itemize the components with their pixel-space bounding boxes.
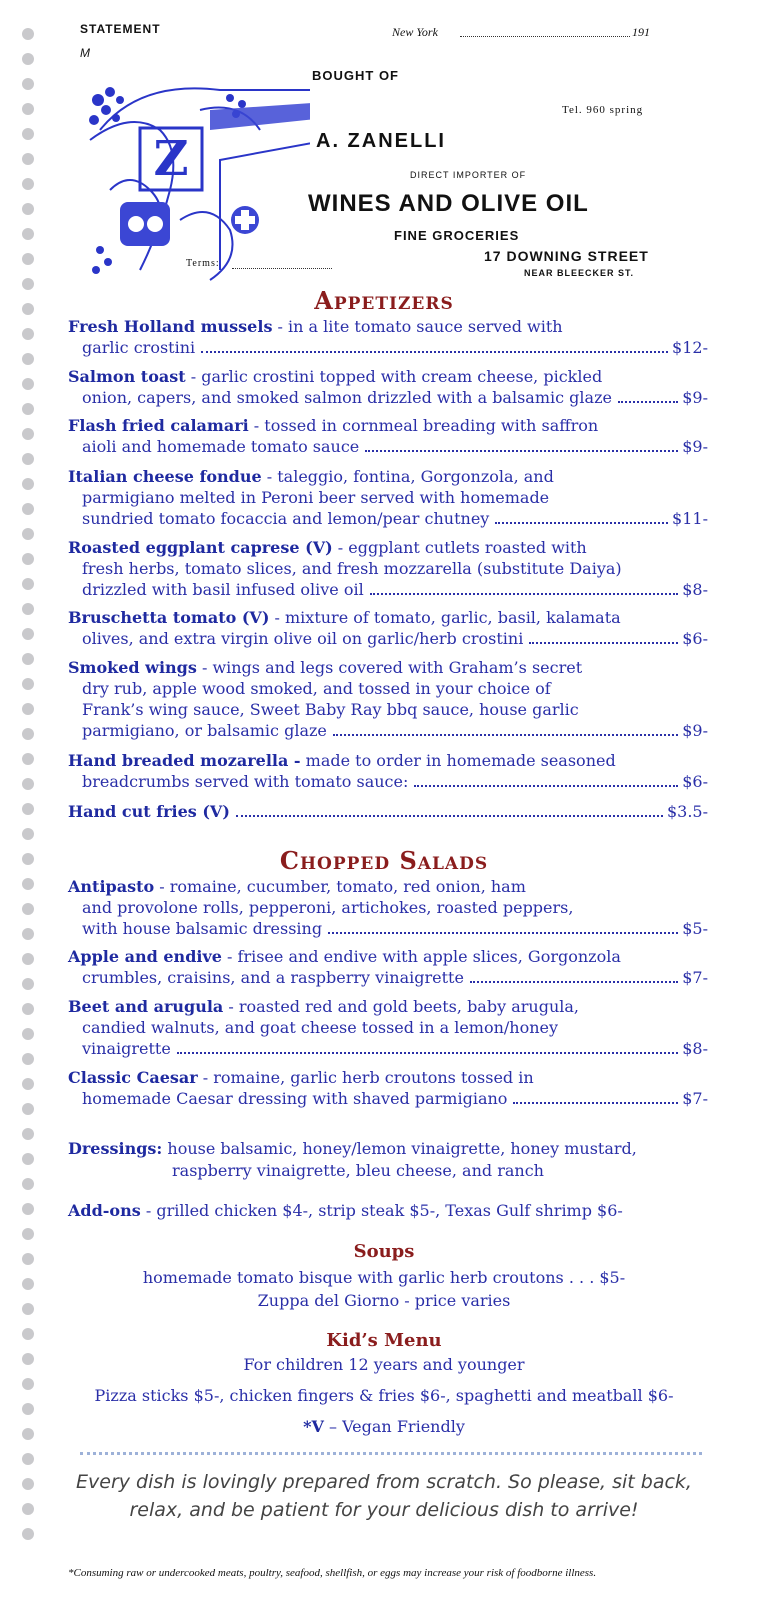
year-label: 191 xyxy=(632,25,650,39)
salads-heading: Chopped Salads xyxy=(279,846,489,875)
svg-text:Z: Z xyxy=(153,131,189,187)
menu-item: Salmon toast - garlic crostini topped with cream cheese, pickled onion, capers, and smoked salmon drizzled with a balsamic glaze $9- xyxy=(68,367,708,407)
vegan-legend: *V – Vegan Friendly xyxy=(303,1417,465,1436)
closing-line: relax, and be patient for your delicious dish to arrive! xyxy=(129,1499,639,1521)
menu-item: Smoked wings - wings and legs covered with Graham’s secret dry rub, apple wood smoked, and tossed in your choice of Frank’s wing sauce, Sweet Baby Ray bbq sauce, house garlic parmigiano, or balsamic glaze $9- xyxy=(68,658,708,740)
price: $5- xyxy=(682,919,708,938)
kids-items: Pizza sticks $5-, chicken fingers & fries $6-, spaghetti and meatball $6- xyxy=(94,1386,674,1405)
dressings-note: Dressings: house balsamic, honey/lemon vinaigrette, honey mustard, raspberry vinaigrette, bleu cheese, and ranch xyxy=(68,1139,637,1180)
price: $9- xyxy=(682,721,708,740)
terms-label: Terms: xyxy=(186,258,220,269)
addons-note: Add-ons - grilled chicken $4-, strip steak $5-, Texas Gulf shrimp $6- xyxy=(68,1201,623,1220)
menu-item: Fresh Holland mussels - in a lite tomato sauce served with garlic crostini $12- xyxy=(68,317,708,357)
menu-item: Roasted eggplant caprese (V) - eggplant cutlets roasted with fresh herbs, tomato slices, and fresh mozzarella (substitute Daiya) drizzled with basil infused olive oil $8- xyxy=(68,538,708,599)
telephone-label: Tel. 960 spring xyxy=(562,104,644,116)
cross-street: NEAR BLEECKER ST. xyxy=(524,268,635,278)
menu-item: Hand cut fries (V) $3.5- xyxy=(68,802,708,821)
merchant-name: A. ZANELLI xyxy=(316,130,446,152)
letterhead xyxy=(0,0,768,300)
m-label: M xyxy=(80,46,90,60)
price: $8- xyxy=(682,1039,708,1058)
date-line xyxy=(460,36,630,37)
divider xyxy=(80,1452,702,1455)
terms-line xyxy=(232,268,332,269)
price: $12- xyxy=(672,338,708,357)
menu-item: Italian cheese fondue - taleggio, fontina, Gorgonzola, and parmigiano melted in Peroni beer served with homemade sundried tomato focaccia and lemon/pear chutney $11- xyxy=(68,467,708,528)
bought-of-label: BOUGHT OF xyxy=(312,68,399,83)
closing-line: Every dish is lovingly prepared from scratch. So please, sit back, xyxy=(76,1471,692,1493)
price: $6- xyxy=(682,629,708,648)
menu-item: Apple and endive - frisee and endive with apple slices, Gorgonzola crumbles, craisins, and a raspberry vinaigrette $7- xyxy=(68,947,708,987)
price: $8- xyxy=(682,580,708,599)
price: $11- xyxy=(672,509,708,528)
appetizers-heading: Appetizers xyxy=(314,286,454,315)
price: $3.5- xyxy=(666,802,708,821)
price: $7- xyxy=(682,968,708,987)
menu-item: Antipasto - romaine, cucumber, tomato, red onion, ham and provolone rolls, pepperoni, artichokes, roasted peppers, with house balsamic dressing $5- xyxy=(68,877,708,938)
price: $6- xyxy=(682,772,708,791)
soup-line: homemade tomato bisque with garlic herb croutons . . . $5- xyxy=(142,1268,626,1287)
wines-olive-oil-label: WINES AND OLIVE OIL xyxy=(308,190,589,217)
menu-item: Flash fried calamari - tossed in cornmeal breading with saffron aioli and homemade tomato sauce $9- xyxy=(68,416,708,456)
street-address: 17 DOWNING STREET xyxy=(484,248,649,264)
soup-line: Zuppa del Giorno - price varies xyxy=(257,1291,511,1310)
city-label: New York xyxy=(392,25,438,39)
menu-item: Beet and arugula - roasted red and gold beets, baby arugula, candied walnuts, and goat cheese tossed in a lemon/honey vinaigrette $8- xyxy=(68,997,708,1058)
fine-groceries-label: FINE GROCERIES xyxy=(394,228,520,243)
food-safety-footnote: *Consuming raw or undercooked meats, poultry, seafood, shellfish, or eggs may increase your risk of foodborne illness. xyxy=(68,1567,597,1579)
menu-item: Hand breaded mozarella - made to order in homemade seasoned breadcrumbs served with tomato sauce: $6- xyxy=(68,751,708,791)
direct-importer-label: DIRECT IMPORTER OF xyxy=(410,170,527,180)
statement-label: STATEMENT xyxy=(80,22,161,36)
kids-menu-heading: Kid’s Menu xyxy=(326,1330,442,1351)
price: $7- xyxy=(682,1089,708,1108)
price: $9- xyxy=(682,388,708,407)
kids-age-note: For children 12 years and younger xyxy=(243,1355,525,1374)
price: $9- xyxy=(682,437,708,456)
soups-heading: Soups xyxy=(353,1241,415,1262)
menu-item: Bruschetta tomato (V) - mixture of tomato, garlic, basil, kalamata olives, and extra virgin olive oil on garlic/herb crostini $6- xyxy=(68,608,708,648)
menu-item: Classic Caesar - romaine, garlic herb croutons tossed in homemade Caesar dressing with shaved parmigiano $7- xyxy=(68,1068,708,1108)
